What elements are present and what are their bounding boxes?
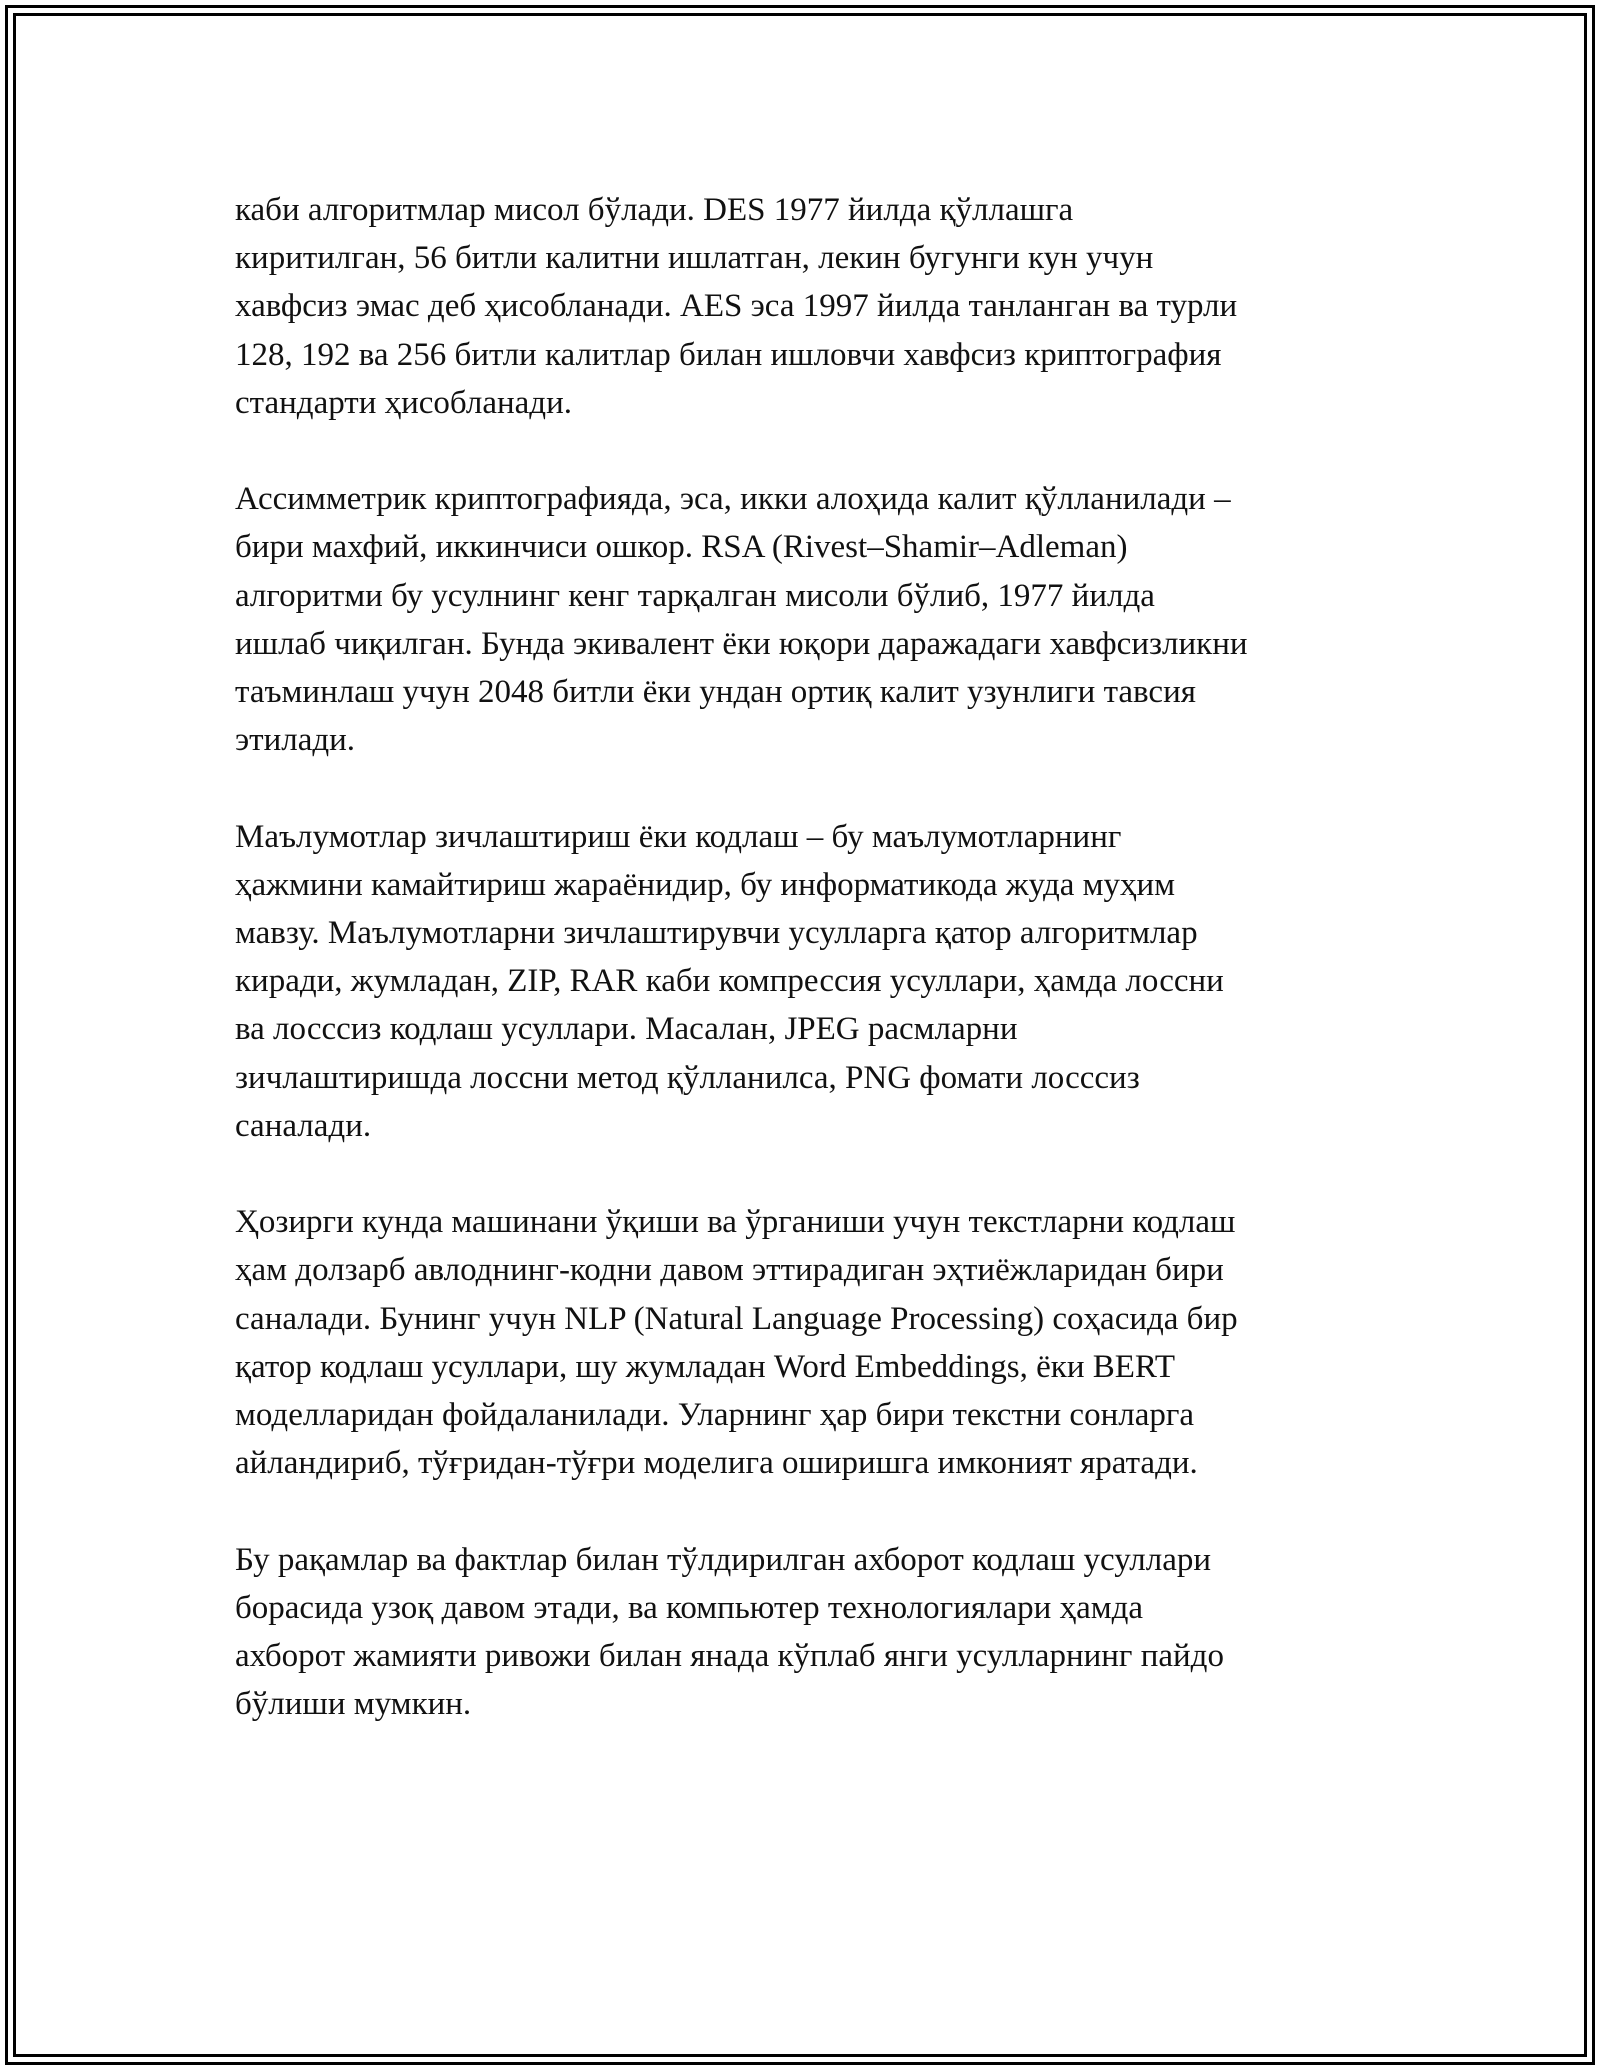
paragraph-nlp-encoding: Ҳозирги кунда машинани ўқиши ва ўрганиши учун текстларни кодлаш ҳам долзарб авлоднинг-кодни давом эттирадиган эҳтиёжларидан бири саналади. Бунинг учун NLP (Natural Language Processing) соҳасида бир қатор кодлаш усуллари, шу жумладан Word Embeddings, ёки BERT моделларидан фойдаланилади. Уларнинг ҳар бири текстни сонларга айландириб, тўғридан-тўғри моделига оширишга имконият яратади.: [235, 1204, 1238, 1482]
paragraph-asymmetric-cryptography: Ассимметрик криптографияда, эса, икки алоҳида калит қўлланилади – бири махфий, иккинчиси ошкор. RSA (Rivest–Shamir–Adleman) алгоритми бу усулнинг кенг тарқалган мисоли бўлиб, 1977 йилда ишлаб чиқилган. Бунда экивалент ёки юқори даражадаги хавфсизликни таъминлаш учун 2048 битли ёки ундан ортиқ калит узунлиги тавсия этилади.: [235, 481, 1248, 759]
paragraph-symmetric-algorithms: каби алгоритмлар мисол бўлади. DES 1977 йилда қўллашга киритилган, 56 битли калитни ишлатган, лекин бугунги кун учун хавфсиз эмас деб ҳисобланади. AES эса 1997 йилда танланган ва турли 128, 192 ва 256 битли калитлар билан ишловчи хавфсиз криптография стандарти ҳисобланади.: [235, 192, 1238, 421]
document-body: [235, 186, 1375, 1777]
paragraph-conclusion: Бу рақамлар ва фактлар билан тўлдирилган ахборот кодлаш усуллари борасида узоқ давом этади, ва компьютер технологиялари ҳамда ахборот жамияти ривожи билан янада кўплаб янги усулларнинг пайдо бўлиши мумкин.: [235, 1541, 1224, 1723]
paragraph-data-compression: Маълумотлар зичлаштириш ёки кодлаш – бу маълумотларнинг ҳажмини камайтириш жараёнидир, бу информатикода жуда муҳим мавзу. Маълумотларни зичлаштирувчи усулларга қатор алгоритмлар киради, жумладан, ZIP, RAR каби компрессия усуллари, ҳамда лоссни ва лосссиз кодлаш усуллари. Масалан, JPEG расмларни зичлаштиришда лоссни метод қўлланилса, PNG фомати лосссиз саналади.: [235, 818, 1224, 1144]
